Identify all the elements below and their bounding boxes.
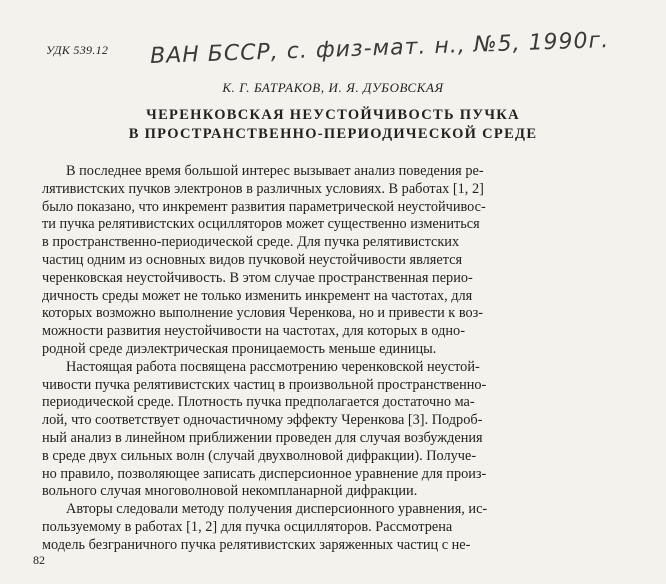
body-paragraph bbox=[42, 501, 618, 554]
text-line: В последнее время большой интерес вызывает анализ поведения ре- bbox=[66, 163, 484, 179]
text-line: в среде двух сильных волн (случай двухволновой дифракции). Получе- bbox=[42, 447, 477, 464]
text-line: лятивистских пучков электронов в различных условиях. В работах [1, 2] bbox=[42, 180, 484, 197]
article-body bbox=[42, 163, 618, 555]
article-authors: К. Г. БАТРАКОВ, И. Я. ДУБОВСКАЯ bbox=[222, 80, 444, 95]
text-line: лой, что соответствует одночастичному эффекту Черенкова [3]. Подроб- bbox=[42, 412, 483, 429]
text-line: вольного случая многоволновой некомпланарной дифракции. bbox=[42, 483, 418, 500]
udc-code: УДК 539.12 bbox=[46, 43, 109, 57]
page-number: 82 bbox=[33, 553, 45, 567]
text-line: было показано, что инкремент развития параметрической неустойчивос- bbox=[42, 198, 486, 215]
text-line: дичность среды может не только изменить инкремент на частотах, для bbox=[42, 287, 473, 304]
text-line: можности развития неустойчивости на частотах, для которых в одно- bbox=[42, 323, 465, 340]
text-line: но правило, позволяющее записать дисперсионное уравнение для произ- bbox=[42, 465, 487, 482]
article-title bbox=[0, 106, 666, 144]
text-line: черенковская неустойчивость. В этом случае пространственная перио- bbox=[42, 269, 473, 286]
body-paragraph bbox=[42, 163, 618, 359]
text-line: которых возможно выполнение условия Черенкова, но и привести к воз- bbox=[42, 305, 484, 322]
text-line: ный анализ в линейном приближении проведен для случая возбуждения bbox=[42, 429, 483, 446]
title-line: В ПРОСТРАНСТВЕННО-ПЕРИОДИЧЕСКОЙ СРЕДЕ bbox=[128, 126, 538, 142]
text-line: ти пучка релятивистских осцилляторов может существенно измениться bbox=[42, 216, 480, 233]
text-line: чивости пучка релятивистских частиц в произвольной пространственно- bbox=[42, 376, 487, 393]
handwritten-citation-note: ВАН БССР, с. физ-мат. н., №5, 1990г. bbox=[149, 27, 610, 70]
text-line: Настоящая работа посвящена рассмотрению черенковской неустой- bbox=[66, 358, 480, 375]
text-line: периодической среде. Плотность пучка предполагается достаточно ма- bbox=[42, 394, 475, 411]
body-paragraph bbox=[42, 359, 618, 501]
text-line: родной среде диэлектрическая проницаемость меньше единицы. bbox=[42, 340, 437, 357]
text-line: модель безграничного пучка релятивистских заряженных частиц с не- bbox=[42, 536, 471, 553]
text-line: в пространственно-периодической среде. Для пучка релятивистских bbox=[42, 234, 460, 251]
text-line: пользуемому в работах [1, 2] для пучка осцилляторов. Рассмотрена bbox=[42, 518, 453, 535]
text-line: Авторы следовали методу получения дисперсионного уравнения, ис- bbox=[66, 501, 488, 518]
title-line: ЧЕРЕНКОВСКАЯ НЕУСТОЙЧИВОСТЬ ПУЧКА bbox=[146, 107, 520, 123]
text-line: частиц одним из основных видов пучковой неустойчивости является bbox=[42, 251, 463, 268]
